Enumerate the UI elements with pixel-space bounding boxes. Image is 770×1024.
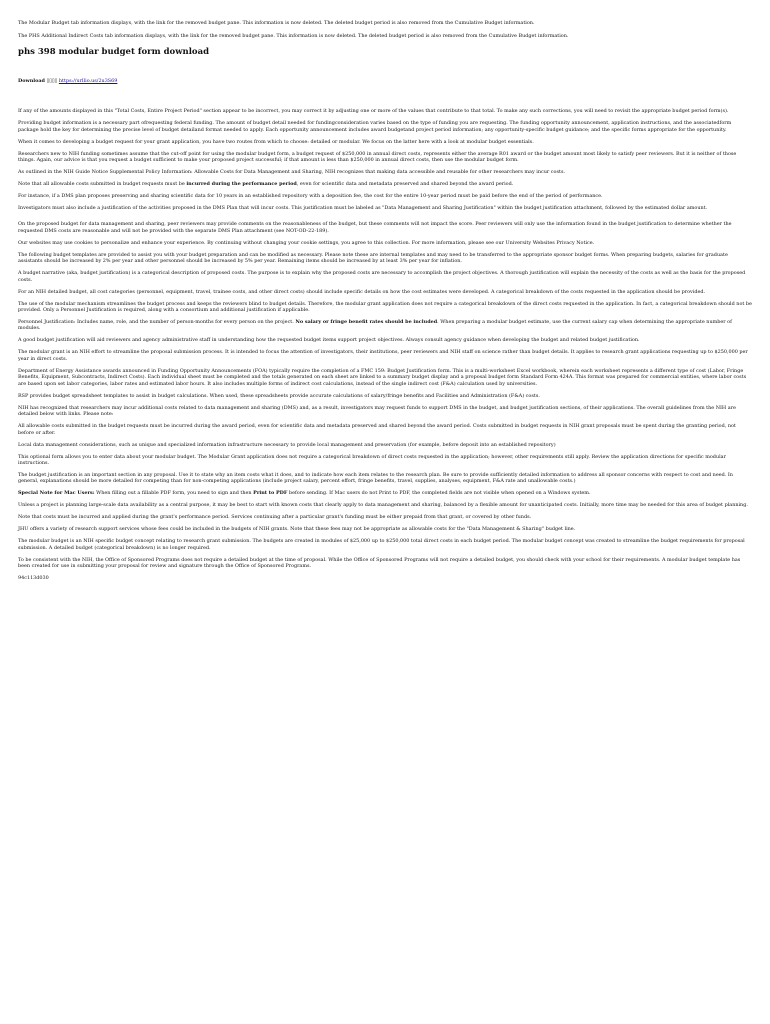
body-paragraph	[18, 349, 752, 362]
paragraph-text: Department of Energy Assistance awards announced in Funding Opportunity Announcements (FOA) typically require the completion of a FMC 159: Budget Justification form. This is a multi-worksheet Excel workbook, wherein each worksheet represents a different type of cost (Labor, Fringe Benefits, Equipment, Subcontracts, Indirect Costs). Each individual sheet must be completed and the totals generated on each sheet are linked to a summary budget display and a proposal budget form Standard Form 424A. This format was prepared for commercial entities, where labor costs are based upon set labor categories, labor rates and estimated labor hours. It also includes multiple forms of indirect cost calculations, instead of the single indirect cost (F&A) calculation used by universities.	[18, 367, 747, 387]
paragraph-text: NIH has recognized that researchers may incur additional costs related to data management and sharing (DMS) and, as a result, investigators may request funds to support DMS in the budget, and budget justification sections, of their applications. The overall guidelines from the NIH are detailed below with links. Please note:	[18, 404, 736, 418]
bold-text: Print to PDF	[253, 490, 288, 497]
body-paragraph	[18, 526, 752, 532]
footer-code: 94c113d030	[18, 575, 49, 582]
paragraph-text: On the proposed budget for data management and sharing, peer reviewers may provide comments on the reasonableness of the budget, but these comments will not impact the score. Peer reviewers will only use the information found in the budget justification to determine whether the requested DMS costs are reasonable and will not be provided with the separate DMS Plan attachment (see NOT-OD-22-189).	[18, 221, 732, 234]
body-paragraph	[18, 240, 752, 246]
body-paragraph	[18, 205, 752, 211]
paragraph-text: Providing budget information is a necessary part ofrequesting federal funding. The amount of budget detail needed for fundingconsideration varies based on the type of funding you are requesting. The funding opportunity announcement, application instructions, and the associatedform package hold the key for determining the precise level of budget detailand format needed to apply. Each opportunity announcement includes award budgetand project period information; any opportunity-specific budget guidance; and the specific forms appropriate for the opportunity.	[18, 120, 732, 133]
intro-paragraph-2: The PHS Additional Indirect Costs tab information displays, with the link for the removed budget pane. This information is now deleted. The deleted budget period is also removed from the Cumulative Budget information.	[18, 33, 569, 40]
paragraph-text: For an NIH detailed budget, all cost categories (personnel, equipment, travel, trainee costs, and other direct costs) should include specific details on how the cost estimates were developed. A categorical breakdown of the costs requested in the application should be provided.	[18, 288, 706, 295]
body-paragraph	[18, 252, 752, 265]
body-paragraph	[18, 393, 752, 399]
body-paragraph	[18, 193, 752, 199]
paragraph-text: Personnel Justification: Includes name, role, and the number of person-months for every person on the project.	[18, 319, 296, 326]
page-title: phs 398 modular budget form download	[18, 46, 210, 57]
paragraph-text: When it comes to developing a budget request for your grant application, you have two routes from which to choose: detailed or modular. We focus on the latter here with a look at modular budget essentials.	[18, 138, 534, 145]
paragraph-text: Investigators must also include a justification of the activities proposed in the DMS Plan that will incur costs. This justification must be labeled as "Data Management and Sharing Justification" within the budget justification attachment, followed by the estimated dollar amount.	[18, 205, 708, 212]
paragraph-text: If any of the amounts displayed in this "Total Costs, Entire Project Period" section appear to be incorrect, you may correct it by adjusting one or more of the values that contribute to that total. To make any such corrections, you will need to revisit the appropriate budget period form(s).	[18, 108, 729, 115]
body-paragraph	[18, 454, 752, 467]
download-label: Download	[18, 77, 45, 84]
body-paragraph	[18, 442, 752, 448]
paragraph-text: A good budget justification will aid reviewers and agency administrative staff in understanding how the requested budget items support project objectives. Always consult agency guidance when developing the budget and related budget justification.	[18, 337, 640, 344]
bold-text: Special Note for Mac Users:	[18, 490, 95, 497]
body-paragraph	[18, 514, 752, 520]
body-paragraph	[18, 319, 752, 332]
intro-paragraph-1: The Modular Budget tab information displays, with the link for the removed budget pane. This information is now deleted. The deleted budget period is also removed from the Cumulative Budget information.	[18, 20, 535, 26]
download-marker: ▯▯▯▯	[46, 77, 58, 84]
paragraph-text: When filling out a fillable PDF form, you need to sign and then	[94, 490, 254, 497]
body-paragraph	[18, 270, 752, 283]
download-link[interactable]: https://urllio.us/2u3S69	[58, 77, 118, 84]
paragraph-text: The use of the modular mechanism streamlines the budget process and keeps the reviewers blind to budget details. Therefore, the modular grant application does not require a categorical breakdown of the direct costs requested in the application. In fact, a categorical breakdown should not be provided. Only a Personnel Justification is required, along with a consortium and additional justification if applicable.	[18, 300, 752, 314]
body-paragraph	[18, 181, 752, 187]
paragraph-text: This optional form allows you to enter data about your modular budget. The Modular Grant application does not require a categorical breakdown of direct costs requested in the application; however, other requirements still apply. Review the application directions for specific modular instructions.	[18, 453, 726, 466]
paragraph-text: , even for scientific data and metadata preserved and shared beyond the award period.	[296, 181, 514, 188]
paragraph-text: A budget narrative (aka, budget justification) is a categorical description of proposed costs. The purpose is to explain why the proposed costs are necessary to accomplish the project objectives. A thorough justification will explain the necessity of the costs as well as the basis for the proposed costs.	[18, 270, 746, 283]
bold-text: No salary or fringe benefit rates should be included	[295, 319, 438, 326]
paragraph-text: All allowable costs submitted in the budget requests must be incurred during the award period, even for scientific data and metadata preserved and shared beyond the award period. Costs submitted in budget requests in NIH grant proposals must be spent during the granting period, not before or after.	[18, 423, 736, 436]
paragraph-text: The modular budget is an NIH specific budget concept relating to research grant submission. The budgets are created in modules of $25,000 up to $250,000 total direct costs in each budget period. The modular budget concept was created to streamline the budget requirements for proposal submission. A detailed budget (categorical breakdown) is no longer required.	[18, 538, 745, 551]
body-paragraph	[18, 472, 752, 485]
paragraph-text: The following budget templates are provided to assist you with your budget preparation and can be modified as necessary. Please note these are internal templates and may need to be transferred to the appropriate sponsor budget forms. When preparing budgets, salaries for graduate assistants should be increased by 2% per year and other personnel should be increased by 5% per year. Remaining items should be increased by at least 3% per year for inflation.	[18, 251, 728, 265]
body-paragraph	[18, 289, 752, 295]
paragraph-text: The modular grant is an NIH effort to streamline the proposal submission process. It is intended to focus the attention of investigators, their institutions, peer reviewers and NIH staff on science rather than budget details. It applies to research grant applications requesting up to $250,000 per year in direct costs.	[18, 349, 748, 362]
paragraph-text: JHU offers a variety of research support services whose fees could be included in the budgets of NIH grants. Note that these fees may not be appropriate as allowable costs for the "Data Management & Sharing" budget line.	[18, 526, 576, 533]
paragraph-text: For instance, if a DMS plan proposes preserving and sharing scientific data for 10 years in an established repository with a deposition fee, the cost for the entire 10-year period must be paid before the end of the period of performance.	[18, 193, 603, 200]
paragraph-text: To be consistent with the NIH, the Office of Sponsored Programs does not require a detailed budget at the time of proposal. While the Office of Sponsored Programs will not require a detailed budget, you should check with your school for their requirements. A modular budget template has been created for use in submitting your proposal for review and signature through the Office of Sponsored Programs.	[18, 556, 741, 570]
body-paragraph	[18, 151, 752, 164]
body-paragraph	[18, 490, 752, 496]
paragraph-text: before sending. If Mac users do not Print to PDF, the completed fields are not visible when opened on a Windows system.	[287, 490, 591, 497]
article-body	[18, 108, 752, 569]
body-paragraph	[18, 169, 752, 175]
body-paragraph	[18, 368, 752, 387]
body-paragraph	[18, 139, 752, 145]
paragraph-text: Unless a project is planning large-scale data availability as a central purpose, it may be best to start with known costs that clearly apply to data management and sharing, balanced by a flexible amount for unanticipated costs. Initially, more time may be needed for this area of budget planning.	[18, 502, 748, 509]
download-line	[18, 78, 752, 84]
bold-text: incurred during the performance period	[186, 181, 297, 188]
body-paragraph	[18, 557, 752, 570]
paragraph-text: RSP provides budget spreadsheet templates to assist in budget calculations. When used, these spreadsheets provide accurate calculations of salary/fringe benefits and Facilities and Administration (F&A) costs.	[18, 392, 540, 399]
paragraph-text: As outlined in the NIH Guide Notice Supplemental Policy Information: Allowable Costs for Data Management and Sharing, NIH recognizes that making data accessible and reusable for other researchers may incur costs.	[18, 169, 566, 176]
body-paragraph	[18, 337, 752, 343]
body-paragraph	[18, 502, 752, 508]
body-paragraph	[18, 301, 752, 314]
body-paragraph	[18, 423, 752, 436]
paragraph-text: The budget justification is an important section in any proposal. Use it to state why an item costs what it does, and to indicate how each item relates to the research plan. Be sure to provide sufficiently detailed information to address all sponsor concerns with respect to cost and need. In general, explanations should be more detailed for competing than for non-competing applications (include project salary, percent effort, fringe benefits, travel, supplies, analyses, equipment, F&A rate and unallowable costs.)	[18, 471, 733, 485]
body-paragraph	[18, 108, 752, 114]
body-paragraph	[18, 405, 752, 418]
paragraph-text: . When preparing a modular budget estimate, use the current salary cap when determining the appropriate number of modules.	[18, 319, 732, 332]
body-paragraph	[18, 120, 752, 133]
paragraph-text: Note that costs must be incurred and applied during the grant's performance period. Services continuing after a particular grant's funding must be either prepaid from that grant, or covered by other funds.	[18, 514, 532, 521]
paragraph-text: Researchers new to NIH funding sometimes assume that the cut-off point for using the modular budget form, a budget request of $250,000 in annual direct costs, represents either the average R01 award or the budget amount most likely to satisfy peer reviewers. But it is neither of those things. Again, our advice is that you request a budget sufficient to make your proposed project successful; if that amount is less than $250,000 in annual direct costs, then use the modular budget form.	[18, 150, 737, 164]
paragraph-text: Note that all allowable costs submitted in budget requests must be	[18, 181, 187, 188]
paragraph-text: Our websites may use cookies to personalize and enhance your experience. By continuing without changing your cookie settings, you agree to this collection. For more information, please see our University Websites Privacy Notice.	[18, 239, 595, 246]
paragraph-text: Local data management considerations, such as unique and specialized information infrastructure necessary to provide local management and preservation (for example, before deposit into an established repository)	[18, 441, 556, 448]
body-paragraph	[18, 221, 752, 234]
body-paragraph	[18, 538, 752, 551]
